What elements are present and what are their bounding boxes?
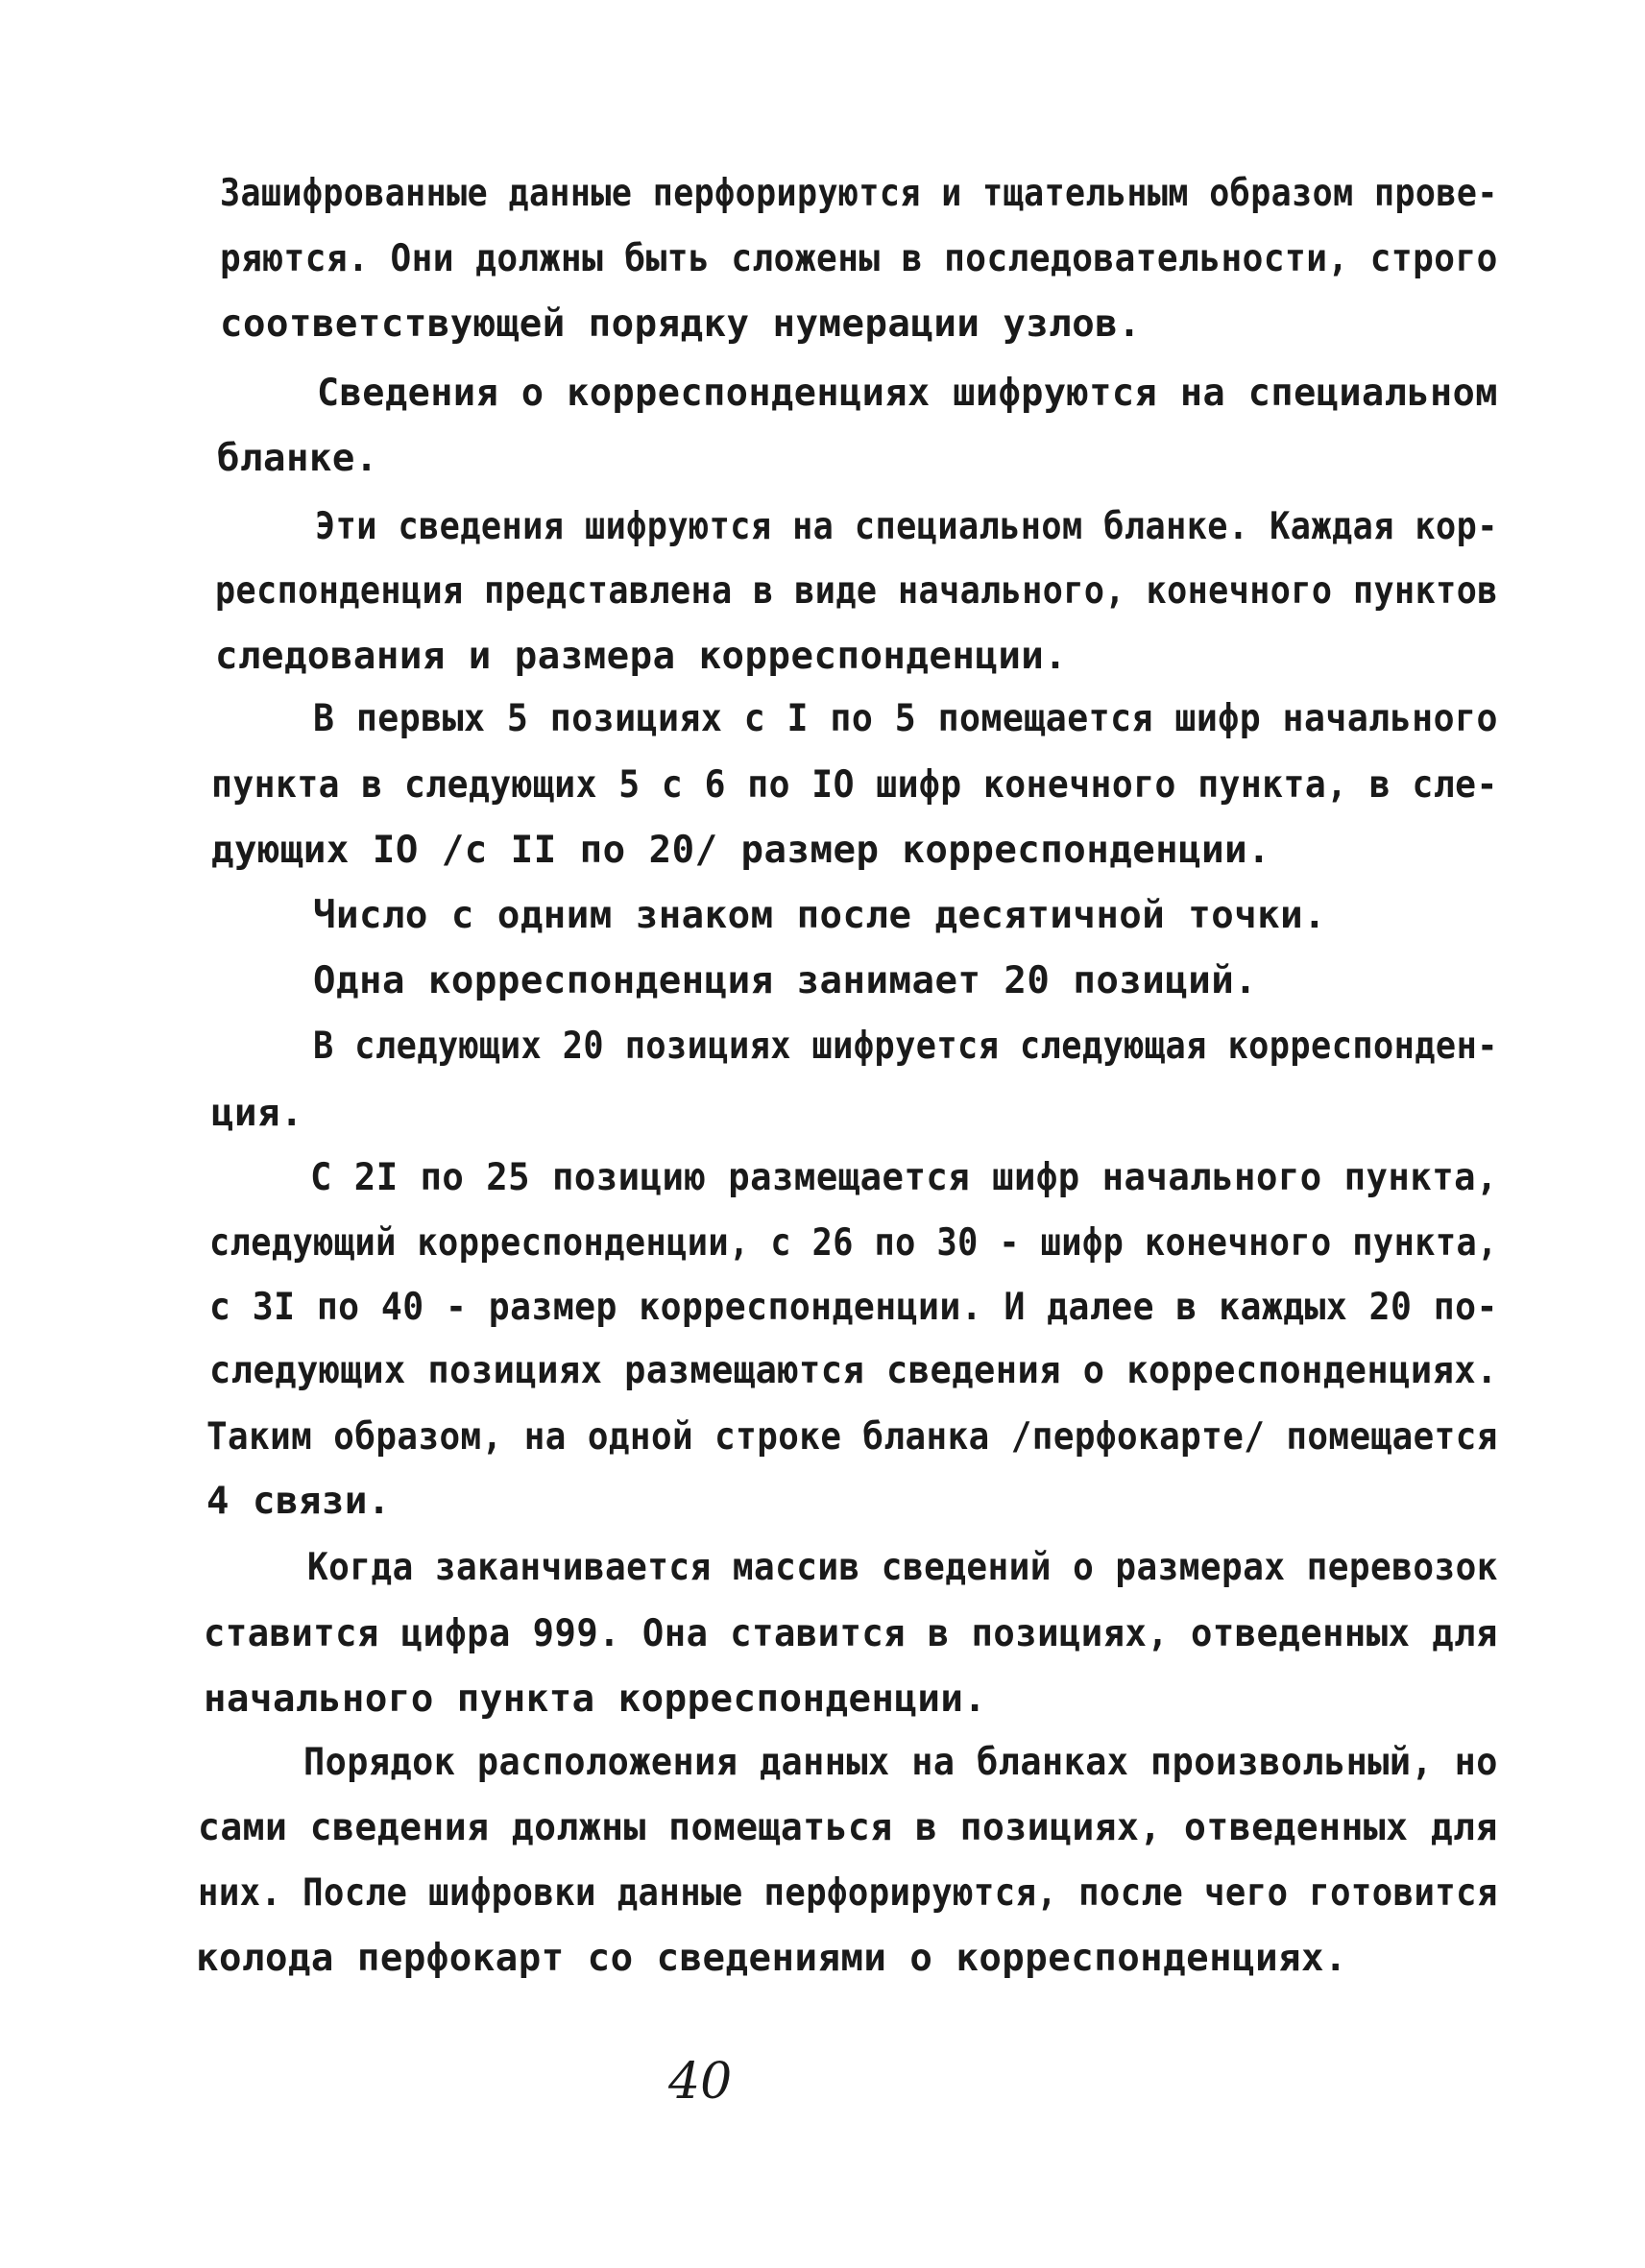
text-line: бланке. (217, 437, 378, 480)
text-line: Число с одним знаком после десятичной точки. (313, 894, 1327, 937)
text-line: ция. (211, 1092, 303, 1135)
text-line: Одна корреспонденция занимает 20 позиций. (313, 959, 1258, 1002)
text-line: Когда заканчивается массив сведений о размерах перевозок (307, 1546, 1498, 1589)
text-line: следующих позициях размещаются сведения о корреспонденциях. (209, 1349, 1498, 1392)
text-line: 4 связи. (206, 1480, 391, 1523)
text-line: пункта в следующих 5 с 6 по IО шифр конечного пункта, в сле- (211, 763, 1498, 807)
text-line: них. После шифровки данные перфорируются, после чего готовится (198, 1871, 1498, 1915)
text-line: начального пункта корреспонденции. (204, 1677, 987, 1721)
text-line: респонденция представлена в виде начального, конечного пунктов (215, 569, 1498, 613)
text-line: соответствующей порядку нумерации узлов. (220, 302, 1142, 346)
text-line: с 3I по 40 - размер корреспонденции. И далее в каждых 20 по- (209, 1286, 1498, 1329)
text-line: В следующих 20 позициях шифруется следующая корреспонден- (313, 1025, 1498, 1068)
text-line: ставится цифра 999. Она ставится в позициях, отведенных для (204, 1612, 1498, 1655)
text-line: С 2I по 25 позицию размещается шифр начального пункта, (310, 1156, 1498, 1199)
text-line: В первых 5 позициях с I по 5 помещается шифр начального (313, 697, 1498, 740)
text-line: дующих IО /с II по 20/ размер корреспонденции. (211, 829, 1271, 872)
text-line: следующий корреспонденции, с 26 по 30 - шифр конечного пункта, (209, 1221, 1498, 1265)
page-number: 40 (668, 2053, 733, 2111)
text-line: Зашифрованные данные перфорируются и тщательным образом прове- (220, 172, 1498, 215)
text-line: ряются. Они должны быть сложены в последовательности, строго (220, 237, 1498, 280)
text-line: следования и размера корреспонденции. (215, 635, 1068, 678)
text-line: колода перфокарт со сведениями о корреспонденциях. (196, 1937, 1347, 1980)
text-line: Сведения о корреспонденциях шифруются на специальном (317, 372, 1498, 415)
text-line: Таким образом, на одной строке бланка /перфокарте/ помещается (206, 1415, 1498, 1459)
text-line: сами сведения должны помещаться в позициях, отведенных для (198, 1806, 1498, 1849)
text-line: Порядок расположения данных на бланках произвольный, но (303, 1741, 1498, 1784)
text-line: Эти сведения шифруются на специальном бланке. Каждая кор- (315, 505, 1498, 548)
